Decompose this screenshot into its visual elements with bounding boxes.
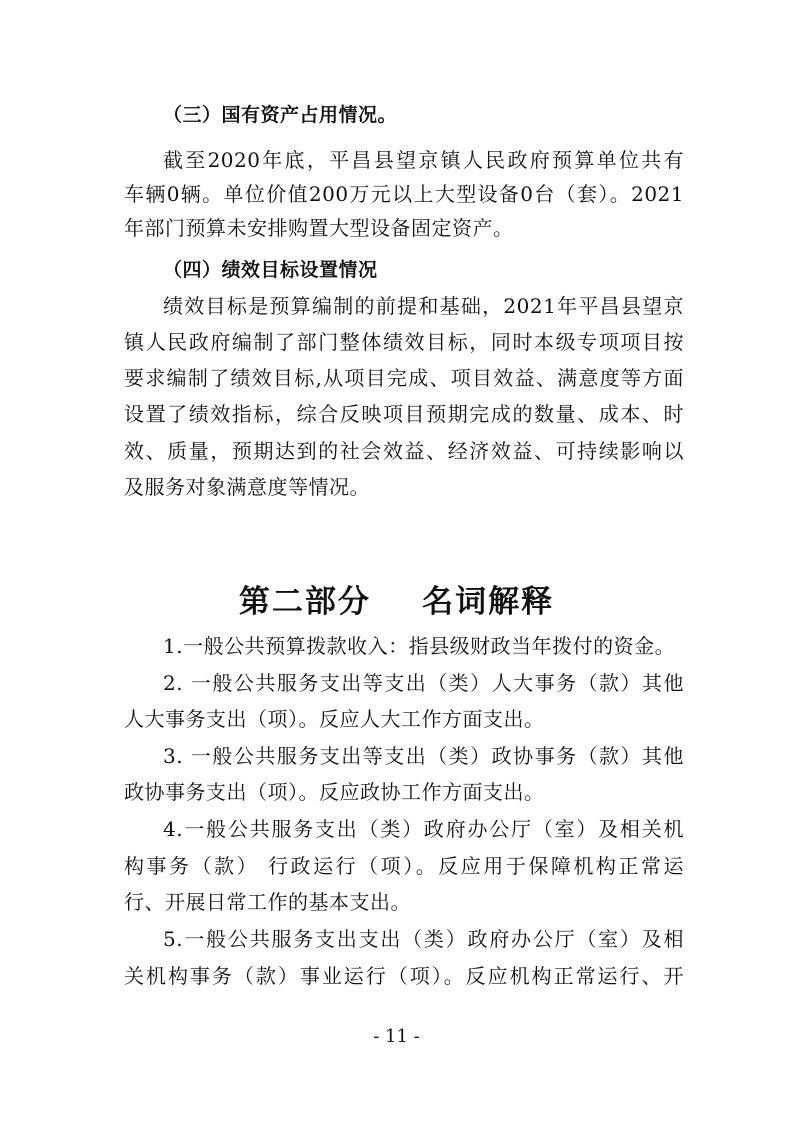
definition-line: 构事务（款） 行政运行（项）。反应用于保障机构正常运 bbox=[124, 854, 684, 878]
definition-line: 1.一般公共预算拨款收入：指县级财政当年拨付的资金。 bbox=[163, 634, 676, 658]
paragraph-line: 车辆0辆。单位价值200万元以上大型设备0台（套）。2021 bbox=[124, 182, 684, 206]
paragraph-line: 镇人民政府编制了部门整体绩效目标，同时本级专项项目按 bbox=[124, 330, 684, 354]
definition-line: 关机构事务（款）事业运行（项）。反应机构正常运行、开 bbox=[124, 964, 684, 988]
definition-line: 2. 一般公共服务支出等支出（类）人大事务（款）其他 bbox=[163, 671, 684, 695]
paragraph-line: 效、质量，预期达到的社会效益、经济效益、可持续影响以 bbox=[124, 439, 684, 463]
section-heading-performance: （四）绩效目标设置情况 bbox=[163, 259, 378, 281]
definition-line: 人大事务支出（项）。反应人大工作方面支出。 bbox=[124, 707, 545, 731]
section-heading-assets: （三）国有资产占用情况。 bbox=[163, 104, 398, 126]
paragraph-line: 及服务对象满意度等情况。 bbox=[124, 475, 370, 499]
paragraph-line: 要求编制了绩效目标,从项目完成、项目效益、满意度等方面 bbox=[124, 366, 684, 390]
paragraph-line: 设置了绩效指标，综合反映项目预期完成的数量、成本、时 bbox=[124, 402, 684, 426]
definition-line: 政协事务支出（项）。反应政协工作方面支出。 bbox=[124, 780, 545, 804]
page-number: - 11 - bbox=[373, 1026, 420, 1047]
definition-line: 3. 一般公共服务支出等支出（类）政协事务（款）其他 bbox=[163, 744, 684, 768]
definition-line: 行、开展日常工作的基本支出。 bbox=[124, 890, 411, 914]
paragraph-line: 截至2020年底，平昌县望京镇人民政府预算单位共有 bbox=[163, 148, 684, 172]
part-title: 第二部分 名词解释 bbox=[238, 584, 555, 620]
definition-line: 4.一般公共服务支出（类）政府办公厅（室）及相关机 bbox=[163, 817, 684, 841]
paragraph-line: 绩效目标是预算编制的前提和基础，2021年平昌县望京 bbox=[163, 294, 684, 318]
definition-line: 5.一般公共服务支出支出（类）政府办公厅（室）及相 bbox=[163, 927, 684, 951]
paragraph-line: 年部门预算未安排购置大型设备固定资产。 bbox=[124, 216, 514, 240]
